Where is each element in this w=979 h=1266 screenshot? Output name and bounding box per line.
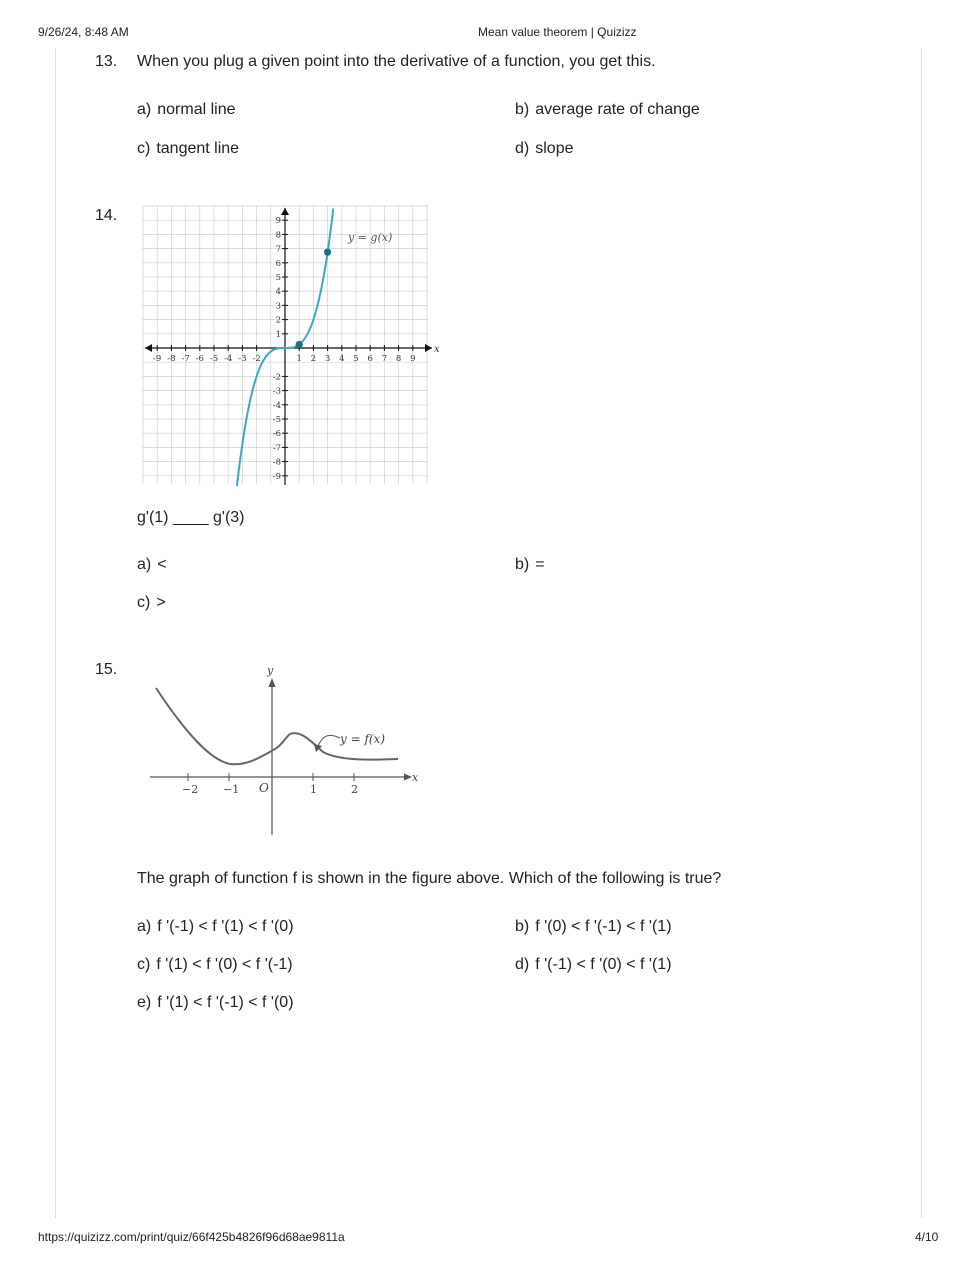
tick-label: -7: [181, 354, 190, 364]
tick-label: -2: [272, 372, 281, 383]
answer-option-b[interactable]: [515, 556, 545, 574]
tick-label: 6: [367, 354, 373, 364]
x-tick-label: −2: [182, 783, 199, 796]
option-letter: e): [137, 994, 152, 1011]
tick-label: -6: [272, 429, 281, 440]
tick-label: -3: [272, 386, 281, 397]
option-text: tangent line: [156, 140, 240, 157]
x-tick-label: 1: [310, 783, 317, 796]
page-header-title: Mean value theorem | Quizizz: [478, 25, 637, 39]
tick-label: -8: [167, 354, 176, 364]
option-letter: b): [515, 556, 530, 573]
tick-label: -2: [252, 354, 261, 364]
tick-label: 8: [395, 354, 402, 364]
option-letter: b): [515, 101, 530, 118]
tick-label: -5: [209, 354, 219, 364]
option-letter: c): [137, 594, 151, 611]
x-axis-label: x: [412, 771, 419, 784]
left-margin-rule: [55, 48, 56, 1218]
tick-label: -5: [272, 415, 281, 425]
page-url: https://quizizz.com/print/quiz/66f425b4826f96d68ae9811a: [38, 1230, 345, 1244]
answer-option-a[interactable]: [137, 556, 167, 574]
question-text: The graph of function f is shown in the figure above. Which of the following is true?: [137, 870, 722, 887]
tick-label: -6: [195, 354, 204, 364]
option-text: slope: [535, 140, 574, 157]
option-letter: d): [515, 956, 530, 973]
answer-option-c[interactable]: [137, 956, 293, 974]
tick-label: -9: [153, 354, 162, 364]
option-letter: d): [515, 140, 530, 157]
option-text: f '(0) < f '(-1) < f '(1): [535, 918, 672, 935]
tick-label: 8: [275, 230, 281, 241]
tick-label: 7: [275, 244, 281, 255]
answer-option-b[interactable]: [515, 101, 700, 119]
label-leader-line: [318, 735, 340, 746]
option-letter: c): [137, 956, 151, 973]
tick-label: 4: [339, 354, 345, 364]
y-axis-arrow: [269, 678, 276, 687]
option-text: f '(-1) < f '(1) < f '(0): [157, 918, 294, 935]
tick-label: 7: [381, 354, 388, 364]
tick-label: 3: [324, 354, 331, 364]
graph-f: [140, 660, 430, 840]
tick-label: 1: [296, 354, 302, 364]
option-text: <: [157, 556, 167, 573]
tick-label: 9: [410, 354, 416, 364]
tick-label: -4: [224, 354, 233, 364]
option-text: f '(-1) < f '(0) < f '(1): [535, 956, 672, 973]
option-text: average rate of change: [535, 101, 700, 118]
answer-option-e[interactable]: [137, 994, 294, 1012]
y-axis-arrow: [281, 208, 289, 215]
answer-option-a[interactable]: [137, 918, 294, 936]
tick-label: 3: [275, 301, 281, 312]
tick-label: -7: [272, 443, 281, 454]
tick-label: -9: [272, 471, 281, 482]
answer-option-a[interactable]: [137, 101, 236, 119]
tick-label: 9: [275, 216, 281, 227]
option-text: f '(1) < f '(-1) < f '(0): [157, 994, 294, 1011]
right-margin-rule: [921, 48, 922, 1218]
y-axis-label: y: [267, 664, 274, 677]
question-text: When you plug a given point into the derivative of a function, you get this.: [137, 53, 656, 70]
point-g-at-1: [296, 341, 303, 348]
question-text: g'(1) ____ g'(3): [137, 509, 245, 526]
x-tick-label: −1: [223, 783, 240, 796]
option-letter: a): [137, 556, 152, 573]
question-number: 14.: [95, 207, 118, 224]
tick-label: 5: [275, 273, 281, 283]
x-axis-arrow: [404, 774, 412, 781]
tick-labels: [153, 216, 415, 482]
print-datetime: 9/26/24, 8:48 AM: [38, 25, 129, 39]
tick-label: -4: [272, 400, 281, 411]
option-letter: a): [137, 918, 152, 935]
point-g-at-3: [324, 249, 331, 256]
tick-label: 4: [275, 287, 281, 298]
x-axis-right-arrow: [425, 344, 432, 352]
tick-label: 6: [275, 258, 281, 269]
x-tick-label: 2: [351, 783, 358, 796]
tick-label: 2: [310, 354, 317, 364]
origin-label: O: [259, 781, 269, 795]
axes: [145, 208, 432, 485]
curve-f: [156, 688, 398, 764]
option-text: f '(1) < f '(0) < f '(-1): [156, 956, 293, 973]
tick-label: 5: [353, 354, 359, 364]
tick-label: -8: [272, 457, 281, 468]
answer-option-b[interactable]: [515, 918, 672, 936]
answer-option-c[interactable]: [137, 140, 239, 158]
option-text: normal line: [157, 101, 236, 118]
graph-label-g: y = g(x): [348, 231, 393, 244]
option-text: >: [156, 594, 166, 611]
question-number: 15.: [95, 661, 118, 678]
tick-label: -3: [238, 354, 247, 364]
option-letter: b): [515, 918, 530, 935]
tick-label: 1: [275, 329, 281, 340]
graph-g: [140, 204, 440, 486]
graph-label-f: y = f(x): [340, 732, 386, 746]
option-letter: c): [137, 140, 151, 157]
x-axis-label: x: [434, 344, 440, 355]
page-number: 4/10: [915, 1230, 939, 1244]
option-letter: a): [137, 101, 152, 118]
answer-option-c[interactable]: [137, 594, 166, 612]
answer-option-d[interactable]: [515, 956, 672, 974]
question-number: 13.: [95, 53, 118, 70]
option-text: =: [535, 556, 545, 573]
answer-option-d[interactable]: [515, 140, 573, 158]
x-axis-left-arrow: [145, 344, 152, 352]
tick-label: 2: [275, 315, 281, 326]
